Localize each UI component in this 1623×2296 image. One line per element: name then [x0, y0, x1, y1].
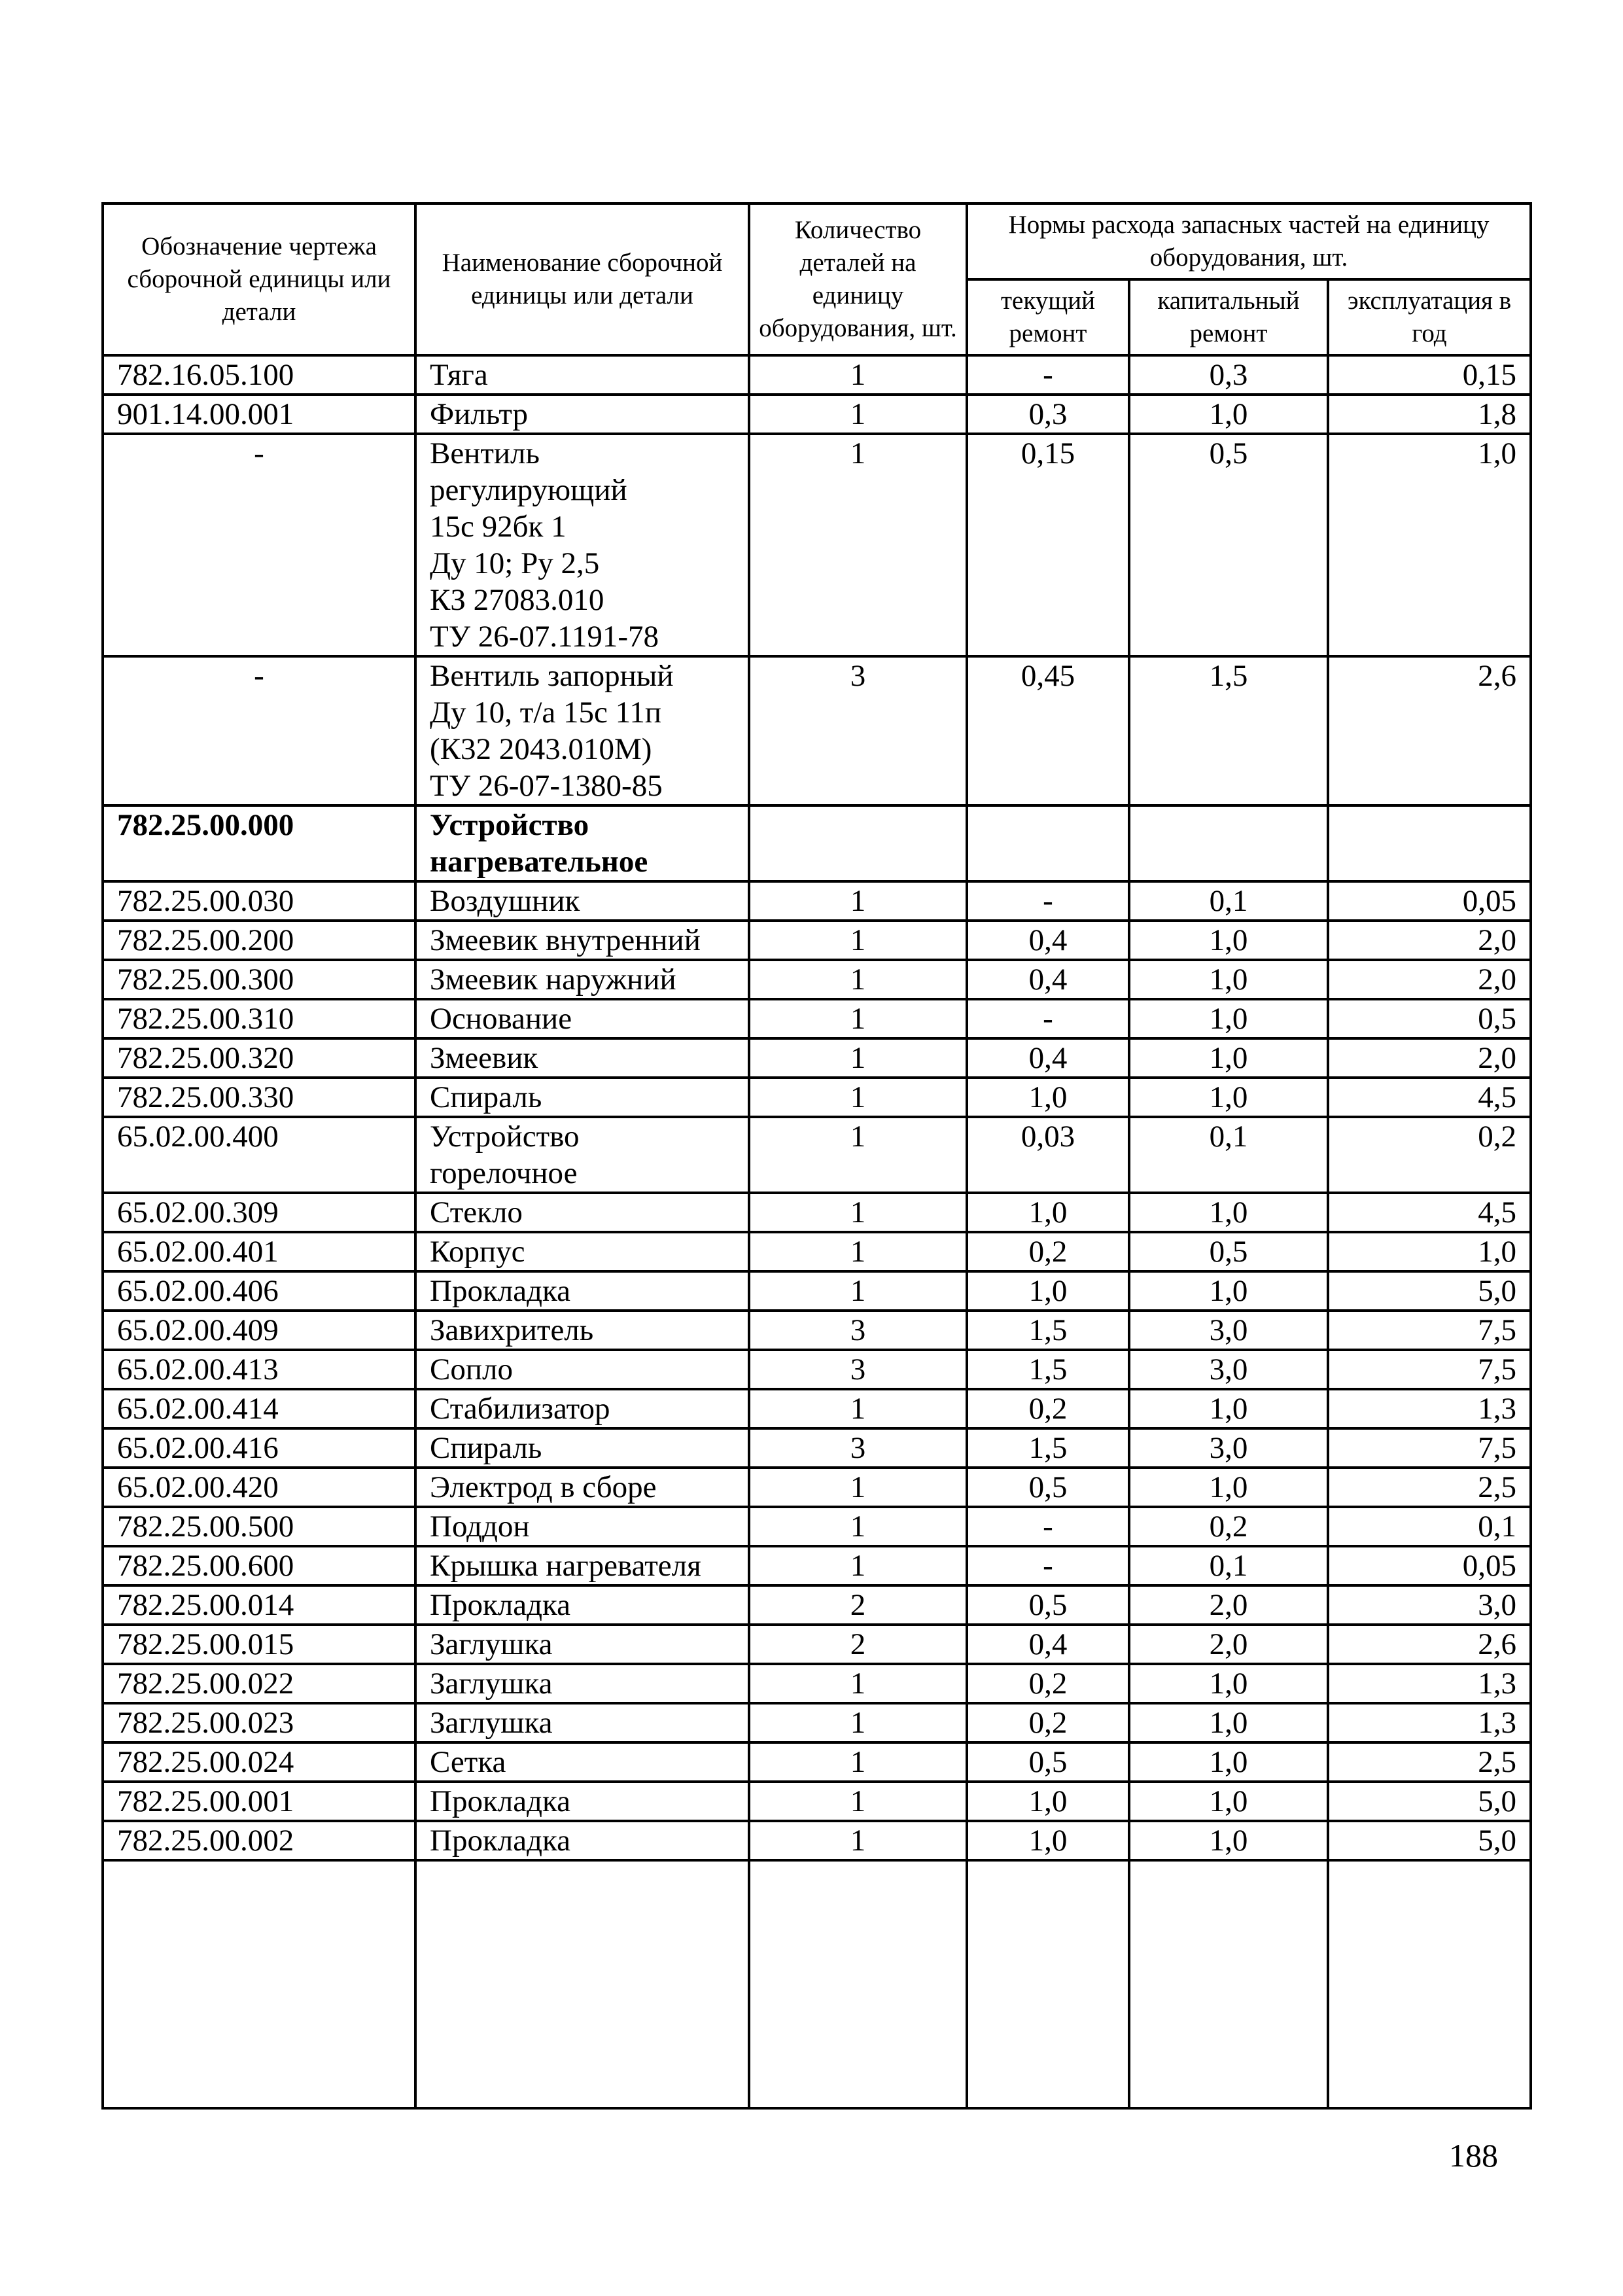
cell-qty: 1 — [749, 1821, 967, 1860]
cell-name: Поддон — [415, 1507, 749, 1546]
cell-code: 901.14.00.001 — [103, 395, 415, 434]
cell-capital: 0,5 — [1129, 1232, 1328, 1271]
cell-yearly: 1,8 — [1328, 395, 1531, 434]
table-row — [103, 881, 1531, 921]
table-row — [103, 1350, 1531, 1389]
cell-capital: 3,0 — [1129, 1350, 1328, 1389]
cell-code: 782.25.00.320 — [103, 1038, 415, 1078]
cell-name: Змеевик внутренний — [415, 921, 749, 960]
cell-current: 0,5 — [967, 1742, 1129, 1782]
cell-qty: 1 — [749, 1117, 967, 1193]
table-row — [103, 1664, 1531, 1703]
cell-name: Спираль — [415, 1428, 749, 1468]
cell-capital: 1,0 — [1129, 1038, 1328, 1078]
cell-code: 782.25.00.023 — [103, 1703, 415, 1742]
table-row — [103, 1703, 1531, 1742]
cell-qty: 3 — [749, 656, 967, 805]
table-row — [103, 1389, 1531, 1428]
header-row-top — [103, 203, 1531, 279]
empty-cell — [1328, 1860, 1531, 2108]
cell-current: 1,0 — [967, 1078, 1129, 1117]
cell-current: 0,2 — [967, 1664, 1129, 1703]
cell-capital: 1,0 — [1129, 1078, 1328, 1117]
cell-current: 0,2 — [967, 1703, 1129, 1742]
cell-yearly: 0,05 — [1328, 881, 1531, 921]
table-body — [103, 355, 1531, 2108]
cell-capital: 0,1 — [1129, 1117, 1328, 1193]
cell-code: 65.02.00.420 — [103, 1468, 415, 1507]
cell-current: 1,0 — [967, 1271, 1129, 1311]
cell-name: Змеевик наружний — [415, 960, 749, 999]
table-row — [103, 1742, 1531, 1782]
cell-current: 0,45 — [967, 656, 1129, 805]
table-row — [103, 1232, 1531, 1271]
header-capital-repair: капитальный ремонт — [1129, 279, 1328, 355]
cell-current: 0,2 — [967, 1232, 1129, 1271]
table-row — [103, 1193, 1531, 1232]
cell-current: 1,5 — [967, 1311, 1129, 1350]
table-row — [103, 395, 1531, 434]
cell-capital: 0,3 — [1129, 355, 1328, 395]
cell-yearly: 1,3 — [1328, 1389, 1531, 1428]
cell-capital: 2,0 — [1129, 1625, 1328, 1664]
table-row — [103, 921, 1531, 960]
cell-current: 0,03 — [967, 1117, 1129, 1193]
cell-qty: 1 — [749, 1703, 967, 1742]
cell-yearly: 2,6 — [1328, 656, 1531, 805]
cell-qty: 1 — [749, 1664, 967, 1703]
cell-name: Воздушник — [415, 881, 749, 921]
cell-code: - — [103, 656, 415, 805]
cell-capital: 3,0 — [1129, 1311, 1328, 1350]
cell-capital: 1,0 — [1129, 1782, 1328, 1821]
table-row — [103, 805, 1531, 881]
cell-capital: 1,0 — [1129, 999, 1328, 1038]
header-current-repair: текущий ремонт — [967, 279, 1129, 355]
cell-yearly: 3,0 — [1328, 1585, 1531, 1625]
cell-current: 0,15 — [967, 434, 1129, 656]
cell-name: Сопло — [415, 1350, 749, 1389]
header-name: Наименование сборочной единицы или детали — [415, 203, 749, 355]
table-header — [103, 203, 1531, 355]
cell-yearly: 2,6 — [1328, 1625, 1531, 1664]
table-row — [103, 1546, 1531, 1585]
cell-code: 782.25.00.200 — [103, 921, 415, 960]
header-code: Обозначение чертежа сборочной единицы или детали — [103, 203, 415, 355]
cell-yearly: 4,5 — [1328, 1193, 1531, 1232]
cell-capital: 1,0 — [1129, 395, 1328, 434]
cell-qty: 1 — [749, 1389, 967, 1428]
cell-yearly: 1,0 — [1328, 1232, 1531, 1271]
cell-current: - — [967, 1507, 1129, 1546]
cell-qty: 1 — [749, 881, 967, 921]
cell-name: Сетка — [415, 1742, 749, 1782]
cell-yearly: 2,0 — [1328, 960, 1531, 999]
table-row — [103, 656, 1531, 805]
cell-yearly: 7,5 — [1328, 1311, 1531, 1350]
cell-qty: 2 — [749, 1585, 967, 1625]
cell-qty: 1 — [749, 395, 967, 434]
table-row — [103, 1821, 1531, 1860]
header-yearly-operation: эксплуатация в год — [1328, 279, 1531, 355]
cell-qty: 1 — [749, 1078, 967, 1117]
cell-capital: 2,0 — [1129, 1585, 1328, 1625]
cell-qty: 1 — [749, 1507, 967, 1546]
cell-name: Стекло — [415, 1193, 749, 1232]
cell-code: 65.02.00.409 — [103, 1311, 415, 1350]
cell-yearly — [1328, 805, 1531, 881]
table-row — [103, 960, 1531, 999]
cell-name: Завихритель — [415, 1311, 749, 1350]
cell-code: 782.25.00.022 — [103, 1664, 415, 1703]
cell-code: 65.02.00.416 — [103, 1428, 415, 1468]
cell-current: 1,5 — [967, 1350, 1129, 1389]
cell-code: 65.02.00.406 — [103, 1271, 415, 1311]
cell-yearly: 0,15 — [1328, 355, 1531, 395]
cell-capital: 1,0 — [1129, 1271, 1328, 1311]
cell-capital: 1,5 — [1129, 656, 1328, 805]
cell-current: 1,0 — [967, 1193, 1129, 1232]
cell-capital: 1,0 — [1129, 1821, 1328, 1860]
cell-yearly: 7,5 — [1328, 1428, 1531, 1468]
cell-name: Прокладка — [415, 1585, 749, 1625]
cell-qty: 1 — [749, 960, 967, 999]
cell-capital: 3,0 — [1129, 1428, 1328, 1468]
cell-current: 0,2 — [967, 1389, 1129, 1428]
cell-qty: 1 — [749, 1193, 967, 1232]
cell-yearly: 0,05 — [1328, 1546, 1531, 1585]
cell-name: Крышка нагревателя — [415, 1546, 749, 1585]
table-row — [103, 1585, 1531, 1625]
cell-name: Вентиль запорный Ду 10, т/а 15с 11п (К32 2043.010М) ТУ 26-07-1380-85 — [415, 656, 749, 805]
empty-cell — [415, 1860, 749, 2108]
empty-cell — [1129, 1860, 1328, 2108]
cell-name: Фильтр — [415, 395, 749, 434]
cell-capital: 0,2 — [1129, 1507, 1328, 1546]
page-number: 188 — [1449, 2137, 1498, 2174]
table-row — [103, 1311, 1531, 1350]
cell-qty: 3 — [749, 1311, 967, 1350]
cell-yearly: 5,0 — [1328, 1782, 1531, 1821]
cell-capital: 1,0 — [1129, 1703, 1328, 1742]
empty-cell — [967, 1860, 1129, 2108]
cell-yearly: 2,5 — [1328, 1468, 1531, 1507]
cell-current: 0,3 — [967, 395, 1129, 434]
cell-name: Прокладка — [415, 1821, 749, 1860]
cell-name: Устройство нагревательное — [415, 805, 749, 881]
cell-qty: 1 — [749, 355, 967, 395]
cell-yearly: 5,0 — [1328, 1821, 1531, 1860]
cell-name: Заглушка — [415, 1625, 749, 1664]
cell-qty: 3 — [749, 1428, 967, 1468]
cell-yearly: 1,0 — [1328, 434, 1531, 656]
empty-cell — [749, 1860, 967, 2108]
cell-code: 782.25.00.330 — [103, 1078, 415, 1117]
table-row — [103, 1428, 1531, 1468]
cell-yearly: 2,0 — [1328, 1038, 1531, 1078]
cell-qty: 1 — [749, 1271, 967, 1311]
cell-current: 0,5 — [967, 1468, 1129, 1507]
cell-capital: 1,0 — [1129, 1468, 1328, 1507]
cell-name: Стабилизатор — [415, 1389, 749, 1428]
cell-qty: 1 — [749, 1546, 967, 1585]
cell-qty: 1 — [749, 1232, 967, 1271]
cell-yearly: 2,5 — [1328, 1742, 1531, 1782]
cell-capital: 1,0 — [1129, 1664, 1328, 1703]
cell-code: 782.25.00.300 — [103, 960, 415, 999]
table-row — [103, 355, 1531, 395]
cell-yearly: 0,2 — [1328, 1117, 1531, 1193]
cell-current: 1,0 — [967, 1782, 1129, 1821]
cell-name: Тяга — [415, 355, 749, 395]
cell-code: 782.25.00.002 — [103, 1821, 415, 1860]
cell-qty: 1 — [749, 921, 967, 960]
cell-current — [967, 805, 1129, 881]
cell-current: 0,4 — [967, 921, 1129, 960]
cell-capital: 1,0 — [1129, 1389, 1328, 1428]
cell-qty: 1 — [749, 1782, 967, 1821]
cell-name: Спираль — [415, 1078, 749, 1117]
cell-code: 782.25.00.015 — [103, 1625, 415, 1664]
table-row — [103, 1468, 1531, 1507]
header-qty: Количество деталей на единицу оборудования, шт. — [749, 203, 967, 355]
cell-name: Заглушка — [415, 1664, 749, 1703]
table-row — [103, 1271, 1531, 1311]
cell-yearly: 2,0 — [1328, 921, 1531, 960]
cell-code: 782.25.00.310 — [103, 999, 415, 1038]
cell-code: 65.02.00.309 — [103, 1193, 415, 1232]
table-row — [103, 1782, 1531, 1821]
table-row — [103, 1117, 1531, 1193]
cell-capital: 0,5 — [1129, 434, 1328, 656]
cell-qty — [749, 805, 967, 881]
cell-code: - — [103, 434, 415, 656]
cell-current: - — [967, 1546, 1129, 1585]
cell-yearly: 7,5 — [1328, 1350, 1531, 1389]
cell-capital: 1,0 — [1129, 1742, 1328, 1782]
cell-capital: 0,1 — [1129, 1546, 1328, 1585]
cell-code: 782.16.05.100 — [103, 355, 415, 395]
cell-yearly: 1,3 — [1328, 1664, 1531, 1703]
cell-current: - — [967, 355, 1129, 395]
cell-capital: 1,0 — [1129, 960, 1328, 999]
cell-code: 782.25.00.001 — [103, 1782, 415, 1821]
table-row — [103, 1507, 1531, 1546]
table-row — [103, 1078, 1531, 1117]
cell-current: 0,4 — [967, 1625, 1129, 1664]
cell-code: 65.02.00.414 — [103, 1389, 415, 1428]
cell-name: Вентиль регулирующий 15с 92бк 1 Ду 10; Ру 2,5 КЗ 27083.010 ТУ 26-07.1191-78 — [415, 434, 749, 656]
table-row — [103, 434, 1531, 656]
cell-current: 0,4 — [967, 960, 1129, 999]
cell-current: - — [967, 999, 1129, 1038]
cell-capital — [1129, 805, 1328, 881]
cell-qty: 1 — [749, 434, 967, 656]
cell-code: 782.25.00.600 — [103, 1546, 415, 1585]
cell-qty: 3 — [749, 1350, 967, 1389]
cell-code: 782.25.00.024 — [103, 1742, 415, 1782]
empty-row — [103, 1860, 1531, 2108]
cell-name: Прокладка — [415, 1271, 749, 1311]
spare-parts-table — [101, 202, 1532, 2110]
cell-current: 0,5 — [967, 1585, 1129, 1625]
table-row — [103, 1038, 1531, 1078]
cell-qty: 1 — [749, 1038, 967, 1078]
cell-qty: 1 — [749, 999, 967, 1038]
cell-code: 782.25.00.500 — [103, 1507, 415, 1546]
cell-qty: 1 — [749, 1742, 967, 1782]
cell-name: Прокладка — [415, 1782, 749, 1821]
cell-qty: 1 — [749, 1468, 967, 1507]
cell-capital: 0,1 — [1129, 881, 1328, 921]
cell-qty: 2 — [749, 1625, 967, 1664]
cell-current: - — [967, 881, 1129, 921]
cell-yearly: 5,0 — [1328, 1271, 1531, 1311]
cell-code: 782.25.00.014 — [103, 1585, 415, 1625]
table-row — [103, 1625, 1531, 1664]
cell-name: Змеевик — [415, 1038, 749, 1078]
cell-code: 65.02.00.413 — [103, 1350, 415, 1389]
cell-yearly: 0,1 — [1328, 1507, 1531, 1546]
cell-name: Устройство горелочное — [415, 1117, 749, 1193]
cell-code: 782.25.00.030 — [103, 881, 415, 921]
cell-code: 782.25.00.000 — [103, 805, 415, 881]
cell-current: 1,0 — [967, 1821, 1129, 1860]
header-norms: Нормы расхода запасных частей на единицу оборудования, шт. — [967, 203, 1531, 279]
cell-current: 0,4 — [967, 1038, 1129, 1078]
cell-capital: 1,0 — [1129, 1193, 1328, 1232]
table-row — [103, 999, 1531, 1038]
cell-name: Заглушка — [415, 1703, 749, 1742]
cell-name: Основание — [415, 999, 749, 1038]
cell-name: Электрод в сборе — [415, 1468, 749, 1507]
cell-code: 65.02.00.400 — [103, 1117, 415, 1193]
cell-name: Корпус — [415, 1232, 749, 1271]
empty-cell — [103, 1860, 415, 2108]
cell-yearly: 1,3 — [1328, 1703, 1531, 1742]
cell-current: 1,5 — [967, 1428, 1129, 1468]
cell-code: 65.02.00.401 — [103, 1232, 415, 1271]
cell-yearly: 0,5 — [1328, 999, 1531, 1038]
cell-capital: 1,0 — [1129, 921, 1328, 960]
cell-yearly: 4,5 — [1328, 1078, 1531, 1117]
